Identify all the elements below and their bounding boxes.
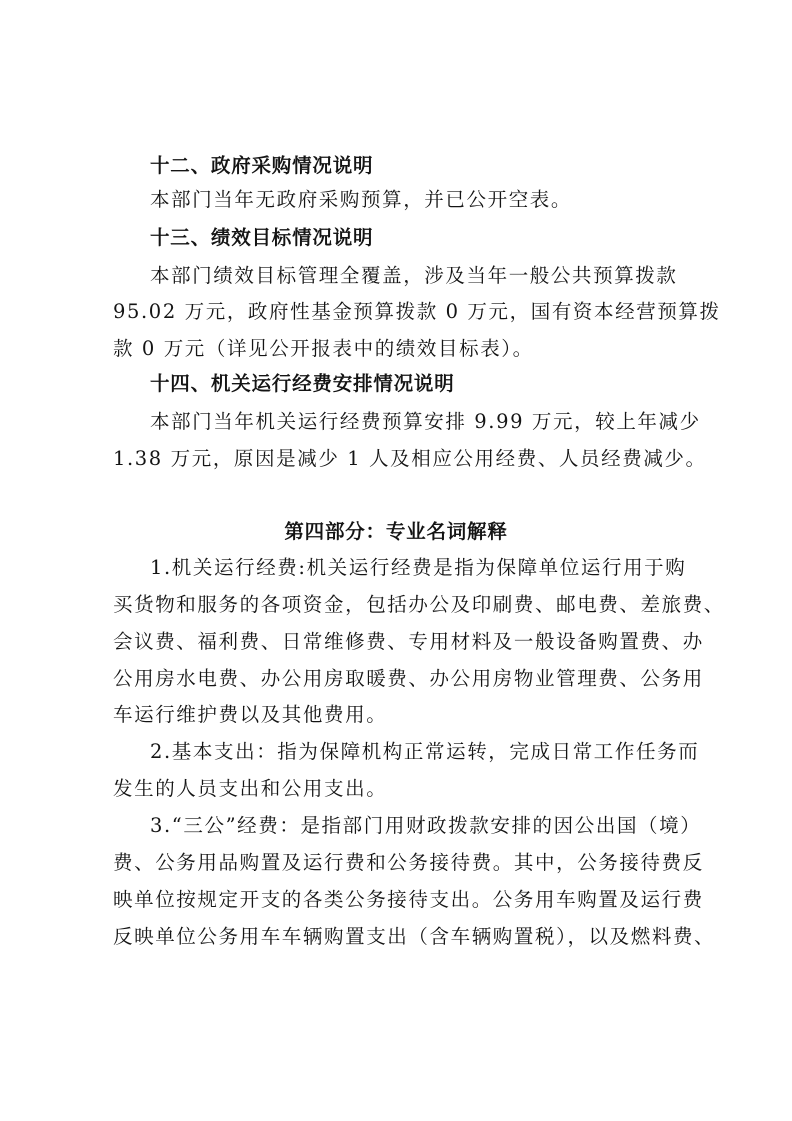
term-2-line-1: 2.基本支出：指为保障机构正常运转，完成日常工作任务而 — [150, 740, 700, 763]
term-3-line-3: 映单位按规定开支的各类公务接待支出。公务用车购置及运行费 — [113, 888, 704, 911]
term-3-line-4: 反映单位公务用车车辆购置支出（含车辆购置税），以及燃料费、 — [113, 925, 716, 948]
term-2-line-2: 发生的人员支出和公用支出。 — [113, 777, 388, 800]
section-13-line-1: 本部门绩效目标管理全覆盖，涉及当年一般公共预算拨款 — [150, 264, 678, 287]
section-12-line-1: 本部门当年无政府采购预算，并已公开空表。 — [150, 188, 573, 211]
term-1-line-1: 1.机关运行经费:机关运行经费是指为保障单位运行用于购 — [150, 556, 687, 579]
section-14-line-2: 1.38 万元，原因是减少 1 人及相应公用经费、人员经费减少。 — [113, 447, 707, 470]
section-12-heading: 十二、政府采购情况说明 — [150, 154, 374, 177]
part-4-heading: 第四部分：专业名词解释 — [284, 520, 508, 543]
section-13-heading: 十三、绩效目标情况说明 — [150, 226, 374, 249]
section-14-heading: 十四、机关运行经费安排情况说明 — [150, 372, 455, 395]
term-1-line-2: 买货物和服务的各项资金，包括办公及印刷费、邮电费、差旅费、 — [113, 593, 725, 616]
term-3-line-1: 3.“三公”经费：是指部门用财政拨款安排的因公出国（境） — [150, 814, 702, 837]
term-3-line-2: 费、公务用品购置及运行费和公务接待费。其中，公务接待费反 — [113, 851, 704, 874]
section-14-line-1: 本部门当年机关运行经费预算安排 9.99 万元，较上年减少 — [150, 410, 701, 433]
term-1-line-4: 公用房水电费、办公用房取暖费、办公用房物业管理费、公务用 — [113, 667, 704, 690]
term-1-line-3: 会议费、福利费、日常维修费、专用材料及一般设备购置费、办 — [113, 630, 704, 653]
section-13-line-3: 款 0 万元（详见公开报表中的绩效目标表）。 — [113, 337, 534, 360]
section-13-line-2: 95.02 万元，政府性基金预算拨款 0 万元，国有资本经营预算拨 — [113, 300, 721, 323]
term-1-line-5: 车运行维护费以及其他费用。 — [113, 703, 388, 726]
